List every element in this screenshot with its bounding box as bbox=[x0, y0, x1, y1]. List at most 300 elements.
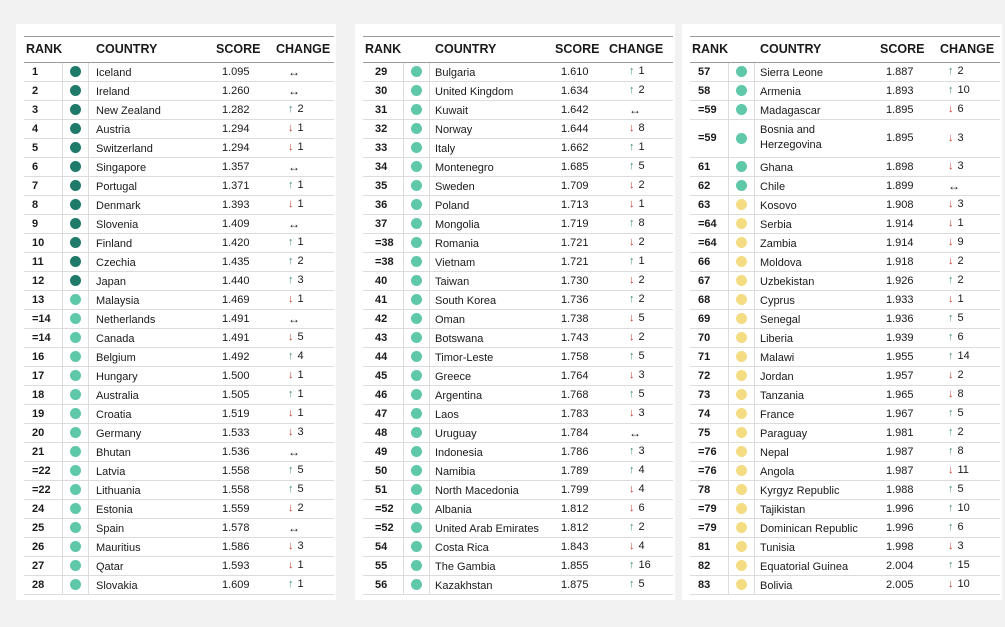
score-cell: 1.899 bbox=[886, 180, 914, 192]
country-cell: Mongolia bbox=[435, 219, 480, 231]
status-dot-icon bbox=[70, 560, 81, 571]
rank-cell: 1 bbox=[32, 66, 39, 78]
arrow-down-icon: ↓ bbox=[629, 236, 635, 248]
rank-cell: 43 bbox=[375, 332, 388, 344]
country-cell: Armenia bbox=[760, 86, 801, 98]
status-dot-icon bbox=[70, 142, 81, 153]
change-cell bbox=[948, 483, 964, 495]
rank-cell: 4 bbox=[32, 123, 39, 135]
status-dot-icon bbox=[411, 161, 422, 172]
arrow-down-icon: ↓ bbox=[948, 369, 954, 381]
country-cell: The Gambia bbox=[435, 561, 496, 573]
change-cell bbox=[948, 255, 964, 267]
change-value: 5 bbox=[638, 578, 645, 590]
score-cell: 1.558 bbox=[222, 484, 250, 496]
change-value: 4 bbox=[638, 483, 645, 495]
change-value: 3 bbox=[957, 160, 964, 172]
country-cell: Nepal bbox=[760, 447, 789, 459]
table-row bbox=[690, 82, 1000, 101]
rank-cell: 78 bbox=[698, 484, 711, 496]
score-cell: 1.783 bbox=[561, 408, 589, 420]
change-cell bbox=[629, 122, 645, 134]
rank-cell: 2 bbox=[32, 85, 39, 97]
status-dot-icon bbox=[411, 104, 422, 115]
country-cell: Indonesia bbox=[435, 447, 483, 459]
table-row bbox=[690, 291, 1000, 310]
change-value: 3 bbox=[957, 132, 964, 144]
arrow-down-icon: ↓ bbox=[288, 331, 294, 343]
change-value: 1 bbox=[297, 198, 304, 210]
table-row bbox=[24, 234, 334, 253]
status-dot-icon bbox=[736, 104, 747, 115]
rank-cell: 17 bbox=[32, 370, 45, 382]
arrow-down-icon: ↓ bbox=[629, 122, 635, 134]
status-dot-icon bbox=[411, 389, 422, 400]
table-row bbox=[363, 177, 673, 196]
arrow-up-icon: ↑ bbox=[288, 483, 294, 495]
arrow-up-icon: ↑ bbox=[948, 483, 954, 495]
country-header: COUNTRY bbox=[760, 42, 822, 56]
rank-cell: 30 bbox=[375, 85, 388, 97]
score-cell: 1.491 bbox=[222, 332, 250, 344]
rank-cell: 27 bbox=[32, 560, 45, 572]
country-cell: New Zealand bbox=[96, 105, 161, 117]
rank-cell: 45 bbox=[375, 370, 388, 382]
score-cell: 1.926 bbox=[886, 275, 914, 287]
no-change-icon: ↔ bbox=[288, 445, 300, 459]
status-dot-icon bbox=[411, 541, 422, 552]
table-row bbox=[24, 481, 334, 500]
change-cell bbox=[288, 559, 304, 571]
arrow-up-icon: ↑ bbox=[288, 236, 294, 248]
table-row bbox=[363, 348, 673, 367]
table-row bbox=[363, 443, 673, 462]
status-dot-icon bbox=[736, 389, 747, 400]
status-dot-icon bbox=[70, 256, 81, 267]
rank-cell: 54 bbox=[375, 541, 388, 553]
change-cell bbox=[288, 217, 304, 231]
country-cell: Dominican Republic bbox=[760, 523, 858, 535]
rank-cell: 6 bbox=[32, 161, 39, 173]
status-dot-icon bbox=[411, 199, 422, 210]
table-row bbox=[690, 424, 1000, 443]
country-cell: Bolivia bbox=[760, 580, 793, 592]
rank-cell: 58 bbox=[698, 85, 711, 97]
change-cell bbox=[288, 369, 304, 381]
score-cell: 1.955 bbox=[886, 351, 914, 363]
rank-cell: =38 bbox=[375, 237, 394, 249]
arrow-down-icon: ↓ bbox=[948, 578, 954, 590]
rank-cell: 73 bbox=[698, 389, 711, 401]
country-cell: Singapore bbox=[96, 162, 147, 174]
rank-cell: 20 bbox=[32, 427, 45, 439]
arrow-up-icon: ↑ bbox=[288, 578, 294, 590]
change-cell bbox=[948, 217, 964, 229]
rank-cell: 37 bbox=[375, 218, 388, 230]
arrow-down-icon: ↓ bbox=[288, 502, 294, 514]
rank-cell: 26 bbox=[32, 541, 45, 553]
arrow-down-icon: ↓ bbox=[288, 559, 294, 571]
rank-cell: 42 bbox=[375, 313, 388, 325]
rank-cell: 82 bbox=[698, 560, 711, 572]
table-row bbox=[690, 272, 1000, 291]
table-header bbox=[24, 36, 334, 63]
score-cell: 1.914 bbox=[886, 218, 914, 230]
change-cell bbox=[288, 274, 304, 286]
table-row bbox=[690, 63, 1000, 82]
change-cell bbox=[629, 350, 645, 362]
change-value: 5 bbox=[297, 483, 304, 495]
arrow-up-icon: ↑ bbox=[629, 65, 635, 77]
table-row bbox=[363, 272, 673, 291]
country-cell: Latvia bbox=[96, 466, 126, 478]
change-value: 1 bbox=[297, 407, 304, 419]
table-row bbox=[363, 367, 673, 386]
change-cell bbox=[629, 293, 645, 305]
arrow-up-icon: ↑ bbox=[629, 141, 635, 153]
arrow-up-icon: ↑ bbox=[948, 445, 954, 457]
change-value: 1 bbox=[297, 293, 304, 305]
change-cell bbox=[629, 483, 645, 495]
country-cell: Finland bbox=[96, 238, 133, 250]
table-row bbox=[690, 253, 1000, 272]
country-cell: Jordan bbox=[760, 371, 794, 383]
score-cell: 1.685 bbox=[561, 161, 589, 173]
arrow-down-icon: ↓ bbox=[288, 122, 294, 134]
score-cell: 1.967 bbox=[886, 408, 914, 420]
country-cell: Tunisia bbox=[760, 542, 796, 554]
status-dot-icon bbox=[736, 85, 747, 96]
change-cell bbox=[629, 84, 645, 96]
country-cell: Malawi bbox=[760, 352, 795, 364]
table-body bbox=[24, 63, 334, 595]
status-dot-icon bbox=[411, 503, 422, 514]
score-cell: 1.559 bbox=[222, 503, 250, 515]
change-value: 2 bbox=[638, 293, 645, 305]
change-value: 10 bbox=[957, 84, 970, 96]
country-cell: Tanzania bbox=[760, 390, 805, 402]
change-value: 3 bbox=[957, 198, 964, 210]
status-dot-icon bbox=[736, 180, 747, 191]
country-cell: Ghana bbox=[760, 162, 794, 174]
change-value: 5 bbox=[957, 483, 964, 495]
change-value: 1 bbox=[638, 198, 645, 210]
change-cell bbox=[629, 559, 651, 571]
no-change-icon: ↔ bbox=[288, 160, 300, 174]
change-value: 1 bbox=[297, 179, 304, 191]
country-cell: Botswana bbox=[435, 333, 484, 345]
country-cell: Serbia bbox=[760, 219, 792, 231]
table-row bbox=[24, 291, 334, 310]
status-dot-icon bbox=[70, 161, 81, 172]
table-row bbox=[363, 576, 673, 595]
score-cell: 1.893 bbox=[886, 85, 914, 97]
rank-cell: 74 bbox=[698, 408, 711, 420]
country-cell: Montenegro bbox=[435, 162, 494, 174]
change-value: 2 bbox=[957, 255, 964, 267]
status-dot-icon bbox=[736, 351, 747, 362]
rank-cell: 44 bbox=[375, 351, 388, 363]
score-cell: 1.095 bbox=[222, 66, 250, 78]
table-row bbox=[24, 120, 334, 139]
change-cell bbox=[629, 331, 645, 343]
change-value: 8 bbox=[638, 122, 645, 134]
status-dot-icon bbox=[736, 218, 747, 229]
rank-cell: =59 bbox=[698, 104, 717, 116]
change-cell bbox=[948, 132, 964, 144]
score-cell: 1.743 bbox=[561, 332, 589, 344]
change-value: 2 bbox=[638, 521, 645, 533]
rank-cell: 49 bbox=[375, 446, 388, 458]
status-dot-icon bbox=[736, 66, 747, 77]
country-cell: Kazakhstan bbox=[435, 580, 493, 592]
change-cell bbox=[948, 407, 964, 419]
score-cell: 1.519 bbox=[222, 408, 250, 420]
change-cell bbox=[629, 464, 645, 476]
country-cell: Canada bbox=[96, 333, 135, 345]
rank-cell: =14 bbox=[32, 332, 51, 344]
score-cell: 1.965 bbox=[886, 389, 914, 401]
table-row bbox=[363, 63, 673, 82]
change-cell bbox=[288, 293, 304, 305]
change-value: 9 bbox=[957, 236, 964, 248]
arrow-down-icon: ↓ bbox=[288, 407, 294, 419]
change-value: 5 bbox=[638, 388, 645, 400]
country-cell: Kosovo bbox=[760, 200, 797, 212]
status-dot-icon bbox=[70, 484, 81, 495]
arrow-down-icon: ↓ bbox=[629, 312, 635, 324]
arrow-up-icon: ↑ bbox=[629, 521, 635, 533]
status-dot-icon bbox=[411, 427, 422, 438]
score-cell: 1.812 bbox=[561, 503, 589, 515]
change-cell bbox=[948, 559, 970, 571]
table-row bbox=[24, 500, 334, 519]
change-value: 1 bbox=[957, 293, 964, 305]
status-dot-icon bbox=[736, 465, 747, 476]
rank-header: RANK bbox=[692, 42, 729, 56]
score-cell: 1.492 bbox=[222, 351, 250, 363]
status-dot-icon bbox=[411, 275, 422, 286]
change-value: 2 bbox=[957, 274, 964, 286]
score-header: SCORE bbox=[880, 42, 925, 56]
arrow-down-icon: ↓ bbox=[629, 502, 635, 514]
change-value: 1 bbox=[297, 141, 304, 153]
score-header: SCORE bbox=[216, 42, 261, 56]
score-cell: 2.005 bbox=[886, 579, 914, 591]
change-cell bbox=[288, 103, 304, 115]
arrow-up-icon: ↑ bbox=[629, 559, 635, 571]
country-cell: Denmark bbox=[96, 200, 141, 212]
country-cell: Laos bbox=[435, 409, 459, 421]
table-row bbox=[24, 386, 334, 405]
score-cell: 1.996 bbox=[886, 522, 914, 534]
rank-cell: 24 bbox=[32, 503, 45, 515]
status-dot-icon bbox=[411, 332, 422, 343]
arrow-up-icon: ↑ bbox=[948, 426, 954, 438]
change-value: 3 bbox=[957, 540, 964, 552]
status-dot-icon bbox=[736, 237, 747, 248]
change-cell bbox=[948, 369, 964, 381]
table-row bbox=[24, 82, 334, 101]
arrow-up-icon: ↑ bbox=[288, 179, 294, 191]
table-row bbox=[24, 177, 334, 196]
change-value: 3 bbox=[638, 445, 645, 457]
table-row bbox=[690, 557, 1000, 576]
table-row bbox=[690, 215, 1000, 234]
table-row bbox=[690, 481, 1000, 500]
status-dot-icon bbox=[70, 370, 81, 381]
change-cell bbox=[948, 293, 964, 305]
arrow-up-icon: ↑ bbox=[629, 255, 635, 267]
status-dot-icon bbox=[411, 408, 422, 419]
change-value: 2 bbox=[638, 179, 645, 191]
change-value: 4 bbox=[297, 350, 304, 362]
change-value: 6 bbox=[957, 331, 964, 343]
change-cell bbox=[948, 198, 964, 210]
score-cell: 1.875 bbox=[561, 579, 589, 591]
status-dot-icon bbox=[736, 560, 747, 571]
arrow-down-icon: ↓ bbox=[948, 255, 954, 267]
table-row bbox=[363, 101, 673, 120]
change-cell bbox=[629, 521, 645, 533]
score-cell: 1.898 bbox=[886, 161, 914, 173]
country-cell: Oman bbox=[435, 314, 465, 326]
ranking-panel-3 bbox=[682, 24, 1002, 600]
change-cell bbox=[629, 312, 645, 324]
arrow-down-icon: ↓ bbox=[288, 426, 294, 438]
score-cell: 1.634 bbox=[561, 85, 589, 97]
table-row bbox=[24, 63, 334, 82]
change-value: 10 bbox=[957, 578, 970, 590]
arrow-down-icon: ↓ bbox=[948, 464, 954, 476]
change-cell bbox=[288, 350, 304, 362]
score-cell: 1.642 bbox=[561, 104, 589, 116]
table-row bbox=[24, 272, 334, 291]
table-row bbox=[363, 386, 673, 405]
country-cell: France bbox=[760, 409, 795, 421]
score-cell: 1.987 bbox=[886, 446, 914, 458]
change-value: 6 bbox=[957, 103, 964, 115]
status-dot-icon bbox=[736, 503, 747, 514]
change-value: 8 bbox=[957, 388, 964, 400]
rank-cell: 67 bbox=[698, 275, 711, 287]
change-cell bbox=[288, 141, 304, 153]
score-cell: 1.887 bbox=[886, 66, 914, 78]
table-row bbox=[690, 519, 1000, 538]
rank-cell: 35 bbox=[375, 180, 388, 192]
table-row bbox=[690, 576, 1000, 595]
arrow-up-icon: ↑ bbox=[288, 255, 294, 267]
table-row bbox=[363, 291, 673, 310]
change-value: 5 bbox=[297, 331, 304, 343]
table-row bbox=[24, 557, 334, 576]
score-cell: 1.644 bbox=[561, 123, 589, 135]
rank-cell: 63 bbox=[698, 199, 711, 211]
score-cell: 1.610 bbox=[561, 66, 589, 78]
change-cell bbox=[629, 502, 645, 514]
rank-header: RANK bbox=[26, 42, 63, 56]
status-dot-icon bbox=[736, 541, 747, 552]
change-cell bbox=[948, 464, 969, 476]
rank-cell: 8 bbox=[32, 199, 39, 211]
country-cell: Equatorial Guinea bbox=[760, 561, 849, 573]
change-cell bbox=[288, 521, 304, 535]
change-value: 1 bbox=[638, 141, 645, 153]
status-dot-icon bbox=[411, 313, 422, 324]
arrow-up-icon: ↑ bbox=[948, 65, 954, 77]
rank-cell: 51 bbox=[375, 484, 388, 496]
rank-cell: 62 bbox=[698, 180, 711, 192]
arrow-down-icon: ↓ bbox=[629, 483, 635, 495]
rank-cell: =22 bbox=[32, 484, 51, 496]
change-cell bbox=[629, 255, 645, 267]
rank-cell: =22 bbox=[32, 465, 51, 477]
country-cell: Norway bbox=[435, 124, 473, 136]
table-row bbox=[690, 234, 1000, 253]
score-cell: 1.988 bbox=[886, 484, 914, 496]
rank-cell: 55 bbox=[375, 560, 388, 572]
change-cell bbox=[948, 65, 964, 77]
country-cell: Lithuania bbox=[96, 485, 141, 497]
score-cell: 1.784 bbox=[561, 427, 589, 439]
change-cell bbox=[948, 312, 964, 324]
change-cell bbox=[288, 179, 304, 191]
country-cell: Chile bbox=[760, 181, 786, 193]
status-dot-icon bbox=[411, 237, 422, 248]
table-row bbox=[690, 196, 1000, 215]
table-row bbox=[690, 310, 1000, 329]
table-row bbox=[363, 215, 673, 234]
score-cell: 1.914 bbox=[886, 237, 914, 249]
score-cell: 1.987 bbox=[886, 465, 914, 477]
country-cell: Liberia bbox=[760, 333, 794, 345]
score-cell: 1.420 bbox=[222, 237, 250, 249]
arrow-up-icon: ↑ bbox=[629, 84, 635, 96]
table-row bbox=[24, 196, 334, 215]
table-row bbox=[690, 329, 1000, 348]
status-dot-icon bbox=[736, 313, 747, 324]
change-cell bbox=[629, 369, 645, 381]
rank-cell: 47 bbox=[375, 408, 388, 420]
status-dot-icon bbox=[411, 446, 422, 457]
country-cell: Netherlands bbox=[96, 314, 156, 326]
rank-cell: 71 bbox=[698, 351, 711, 363]
table-row bbox=[363, 82, 673, 101]
change-value: 10 bbox=[957, 502, 970, 514]
change-cell bbox=[629, 445, 645, 457]
arrow-up-icon: ↑ bbox=[948, 559, 954, 571]
status-dot-icon bbox=[736, 484, 747, 495]
country-cell: Italy bbox=[435, 143, 456, 155]
change-cell bbox=[948, 521, 964, 533]
ranking-panel-2 bbox=[355, 24, 675, 600]
score-cell: 1.593 bbox=[222, 560, 250, 572]
table-row bbox=[24, 519, 334, 538]
status-dot-icon bbox=[736, 427, 747, 438]
table-row bbox=[363, 462, 673, 481]
country-cell: Bosnia and Herzegovina bbox=[760, 124, 822, 151]
change-value: 1 bbox=[957, 217, 964, 229]
score-cell: 1.558 bbox=[222, 465, 250, 477]
change-value: 5 bbox=[638, 160, 645, 172]
arrow-down-icon: ↓ bbox=[288, 540, 294, 552]
rank-cell: 32 bbox=[375, 123, 388, 135]
change-header: CHANGE bbox=[609, 42, 664, 56]
status-dot-icon bbox=[70, 104, 81, 115]
country-cell: Czechia bbox=[96, 257, 136, 269]
country-cell: Sierra Leone bbox=[760, 67, 823, 79]
rank-cell: 3 bbox=[32, 104, 39, 116]
